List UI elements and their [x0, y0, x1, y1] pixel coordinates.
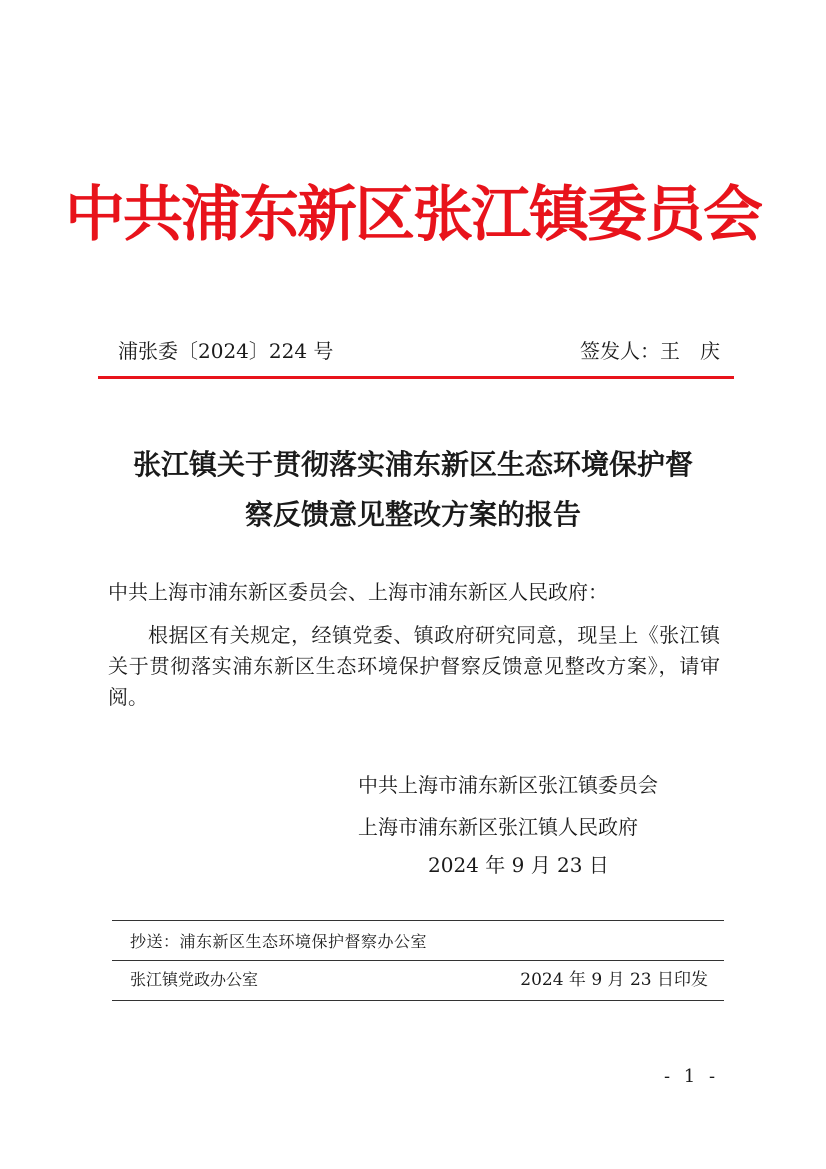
title-line-1: 张江镇关于贯彻落实浦东新区生态环境保护督	[132, 448, 693, 481]
signature-org-government: 上海市浦东新区张江镇人民政府	[358, 815, 638, 839]
issue-date: 2024 年 9 月 23 日印发	[520, 970, 708, 990]
signature-date: 2024 年 9 月 23 日	[428, 853, 609, 877]
red-divider	[98, 376, 734, 379]
masthead: 中共浦东新区张江镇委员会	[65, 180, 761, 250]
page-number: - 1 -	[664, 1066, 720, 1087]
signer: 签发人：王 庆	[580, 339, 720, 363]
issuing-office: 张江镇党政办公室	[130, 970, 259, 989]
document-number: 浦张委〔2024〕224 号	[118, 339, 334, 363]
cc-line: 抄送：浦东新区生态环境保护督察办公室	[130, 932, 428, 951]
body-paragraph: 根据区有关规定，经镇党委、镇政府研究同意，现呈上《张江镇关于贯彻落实浦东新区生态环境保护督察反馈意见整改方案》，请审阅。	[108, 623, 720, 709]
footer-rule-bottom	[112, 1000, 724, 1001]
signature-org-party: 中共上海市浦东新区张江镇委员会	[358, 773, 658, 797]
title-line-2: 察反馈意见整改方案的报告	[244, 498, 581, 531]
footer-rule-middle	[112, 960, 724, 961]
footer-rule-top	[112, 920, 724, 921]
document-title	[90, 440, 736, 540]
addressee: 中共上海市浦东新区委员会、上海市浦东新区人民政府：	[108, 580, 608, 604]
